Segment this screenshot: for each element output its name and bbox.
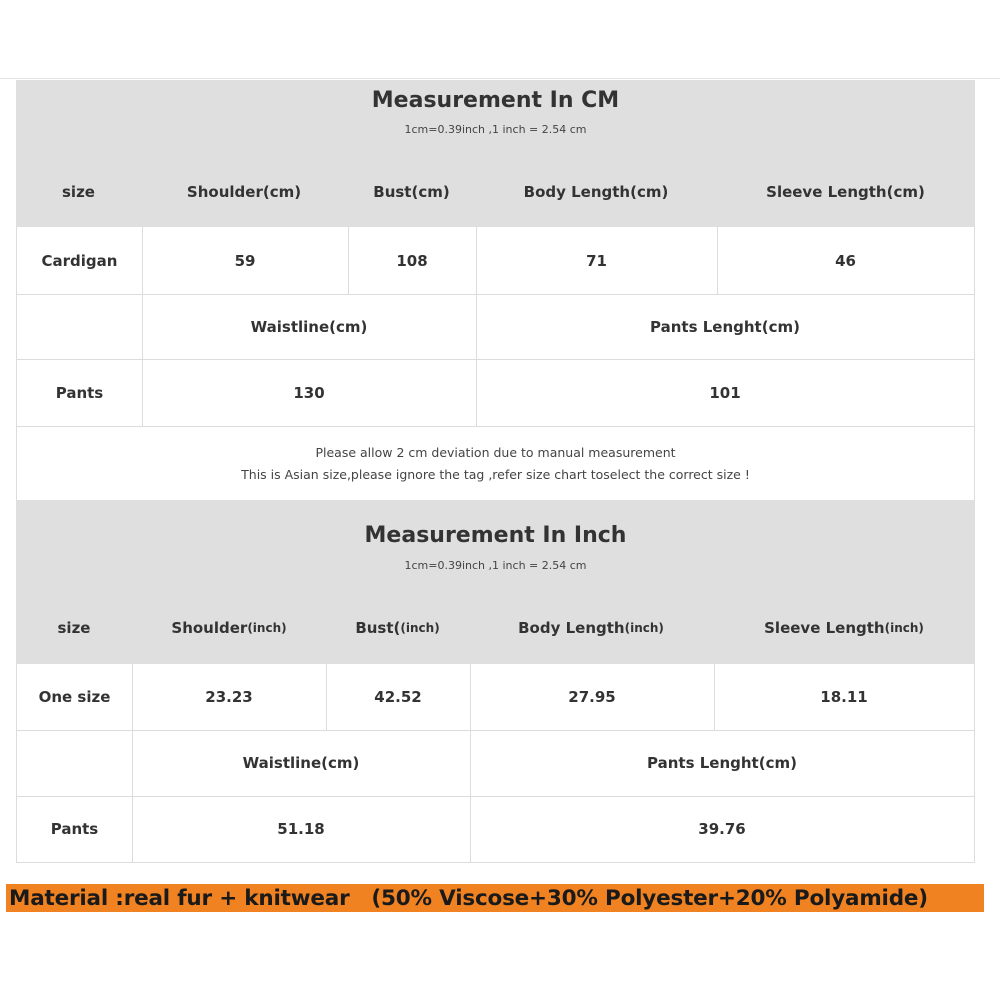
inch-header-shoulder-unit: (inch): [247, 621, 287, 635]
row-label-cardigan: Cardigan: [41, 251, 118, 270]
inch-header-body-length-main: Body Length: [518, 619, 625, 637]
deviation-note: Please allow 2 cm deviation due to manual measurement: [315, 445, 676, 460]
pants-length: 101: [709, 383, 741, 402]
cm-header-panel: [16, 80, 975, 227]
inch-header-sleeve-length-unit: (inch): [884, 621, 924, 635]
cardigan-shoulder: 59: [234, 251, 256, 270]
header-shoulder: Shoulder(cm): [186, 183, 302, 201]
header-waistline: Waistline(cm): [250, 317, 368, 336]
one-size-bust: 42.52: [374, 688, 422, 706]
cardigan-sleeve-length: 46: [835, 251, 856, 270]
inch-header-bust-unit: (inch): [400, 621, 440, 635]
header-bust: Bust(cm): [373, 183, 450, 201]
inch-header-body-length: [469, 608, 713, 648]
cardigan-body-length: 71: [586, 251, 607, 270]
asian-size-note: This is Asian size,please ignore the tag ,refer size chart toselect the correct size !: [241, 467, 750, 482]
one-size-shoulder: 23.23: [205, 688, 253, 706]
inch-conversion-note: 1cm=0.39inch ,1 inch = 2.54 cm: [404, 559, 587, 572]
inch-header-bust: [326, 608, 469, 648]
cm-data-table: [16, 227, 975, 500]
inch-title: Measurement In Inch: [364, 523, 627, 548]
one-size-sleeve-length: 18.11: [820, 688, 868, 706]
header-pants-length: Pants Lenght(cm): [650, 317, 800, 336]
cardigan-bust: 108: [396, 251, 428, 270]
divider: [17, 426, 974, 427]
inch-header-size: size: [57, 619, 91, 637]
inch-header-sleeve-length-main: Sleeve Length: [764, 619, 885, 637]
inch-row-label-pants: Pants: [50, 820, 99, 838]
material-text: Material :real fur + knitwear (50% Viscose+30% Polyester+20% Polyamide): [9, 885, 928, 911]
inch-header-pants-length: Pants Lenght(cm): [647, 754, 797, 772]
header-sleeve-length: Sleeve Length(cm): [766, 183, 925, 201]
top-divider: [0, 78, 1000, 79]
inch-header-waistline: Waistline(cm): [242, 754, 360, 772]
pants-waistline: 130: [293, 383, 325, 402]
cm-conversion-note: 1cm=0.39inch ,1 inch = 2.54 cm: [404, 123, 587, 136]
header-size: size: [62, 183, 95, 201]
row-label-pants: Pants: [55, 383, 104, 402]
inch-pants-waistline: 51.18: [277, 820, 325, 838]
inch-pants-length: 39.76: [698, 820, 746, 838]
header-body-length: Body Length(cm): [523, 183, 669, 201]
inch-header-body-length-unit: (inch): [624, 621, 664, 635]
inch-data-table: [16, 664, 975, 863]
row-label-one-size: One size: [38, 688, 111, 706]
inch-header-panel: [16, 500, 975, 664]
one-size-body-length: 27.95: [568, 688, 616, 706]
inch-header-sleeve-length: [713, 608, 975, 648]
inch-header-shoulder: [132, 608, 326, 648]
inch-header-shoulder-main: Shoulder: [171, 619, 248, 637]
inch-header-bust-main: Bust(: [355, 619, 401, 637]
material-banner: [6, 884, 984, 912]
cm-title: Measurement In CM: [371, 88, 620, 113]
